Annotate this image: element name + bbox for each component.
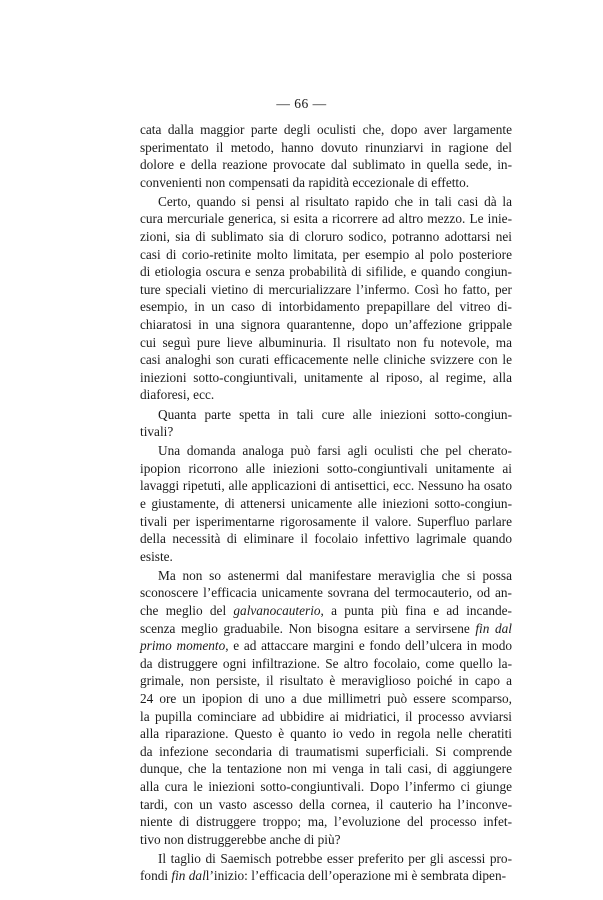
text-line: casi di corio-retinite molto limitata, per esempio al polo posteriore — [140, 246, 512, 262]
paragraph — [140, 850, 512, 885]
text-line: tivali? — [140, 424, 174, 440]
text-line: grimale, non persiste, il risultato è meraviglioso poiché in capo a — [140, 673, 512, 689]
text-line: casi analoghi son curati efficacemente nelle cliniche svizzere con le — [140, 352, 512, 368]
page-number: — 66 — — [276, 96, 327, 111]
text-line: tivo non distruggerebbe anche di più? — [140, 831, 341, 847]
text-line: fondi fin dall’inizio: l’efficacia dell’operazione mi è sembrata dipen- — [140, 868, 507, 884]
paragraph — [140, 121, 512, 191]
text-line: 24 ore un ipopion di uno a due millimetri può essere scomparso, — [140, 691, 512, 706]
text-line: cata dalla maggior parte degli oculisti che, dopo aver largamente — [140, 122, 512, 137]
text-line: tivali per isperimentarne rigorosamente il valore. Superfluo parlare — [140, 513, 512, 529]
text-line: cura mercuriale generica, si esita a ricorrere ad altro mezzo. Le inie- — [140, 211, 512, 227]
paragraph — [140, 567, 512, 849]
paragraph — [140, 442, 512, 565]
text-line: lavaggi ripetuti, alle applicazioni di antisettici, ecc. Nessuno ha osato — [140, 478, 512, 494]
text-line: di etiologia oscura e senza probabilità di sifilide, e quando congiun- — [140, 264, 512, 280]
text-line: chiaratosi in una signora quarantenne, dopo un’affezione grippale — [140, 317, 512, 333]
text-line: Una domanda analoga può farsi agli oculisti che pel cherato- — [158, 443, 512, 459]
text-line: sconoscere l’efficacia unicamente sovrana del termocauterio, od an- — [140, 585, 512, 601]
body-text — [140, 121, 512, 885]
text-line: tardi, con un vasto ascesso della cornea, il cauterio ha l’inconve- — [140, 796, 512, 812]
text-line: iniezioni sotto-congiuntivali, unitamente al riposo, al regime, alla — [140, 369, 512, 385]
text-line: convenienti non compensati da rapidità eccezionale di effetto. — [140, 174, 470, 190]
paragraph — [140, 406, 512, 441]
text-line: dolore e della reazione provocate dal sublimato in quella sede, in- — [140, 157, 512, 173]
text-line: scenza meglio graduabile. Non bisogna esitare a servirsene fin dal — [140, 620, 512, 636]
text-line: dunque, che la tentazione non mi venga in tali casi, di aggiungere — [140, 761, 512, 777]
text-line: primo momento, e ad attaccare margini e fondo dell’ulcera in modo — [140, 638, 513, 654]
text-line: Ma non so astenermi dal manifestare meraviglia che si possa — [158, 567, 512, 583]
text-line: diaforesi, ecc. — [140, 387, 215, 403]
text-line: esempio, in un caso di intorbidamento prepapillare del vitreo di- — [140, 299, 512, 315]
text-line: sperimentato il metodo, hanno dovuto rinunziarvi in ragione del — [140, 139, 512, 155]
text-line: che meglio del galvanocauterio, a punta più fina e ad incande- — [140, 603, 512, 619]
text-line: alla cura le iniezioni sotto-congiuntivali. Dopo l’infermo ci giunge — [140, 778, 512, 794]
text-line: esiste. — [140, 548, 173, 564]
text-line: Quanta parte spetta in tali cure alle iniezioni sotto-congiun- — [158, 406, 512, 422]
text-line: Il taglio di Saemisch potrebbe esser preferito per gli ascessi pro- — [158, 850, 512, 866]
text-line: cui seguì pure lieve albuminuria. Il risultato non fu notevole, ma — [140, 334, 512, 350]
text-line: ture speciali vietino di mercurializzare l’infermo. Così ho fatto, per — [140, 281, 512, 297]
text-line: zioni, sia di sublimato sia di cloruro sodico, potranno adottarsi nei — [140, 229, 512, 245]
text-line: ipopion ricorrono alle iniezioni sotto-congiuntivali unitamente ai — [140, 460, 512, 476]
text-line: alla riparazione. Questo è quanto io vedo in regola nelle cheratiti — [140, 726, 512, 742]
text-line: la pupilla cominciare ad ubbidire ai midriatici, il processo avviarsi — [140, 708, 512, 724]
text-line: e giustamente, di attenersi unicamente alle iniezioni sotto-congiun- — [140, 495, 512, 511]
text-line: da infezione secondaria di traumatismi superficiali. Si comprende — [140, 743, 512, 759]
text-line: Certo, quando si pensi al risultato rapido che in tali casi dà la — [158, 193, 512, 209]
paragraph — [140, 193, 512, 404]
text-line: niente di distruggere troppo; ma, l’evoluzione del processo infet- — [140, 814, 512, 830]
text-line: della necessità di eliminare il focolaio infettivo lagrimale quando — [140, 531, 512, 547]
text-line: da distruggere ogni infiltrazione. Se altro focolaio, come quello la- — [140, 655, 512, 671]
